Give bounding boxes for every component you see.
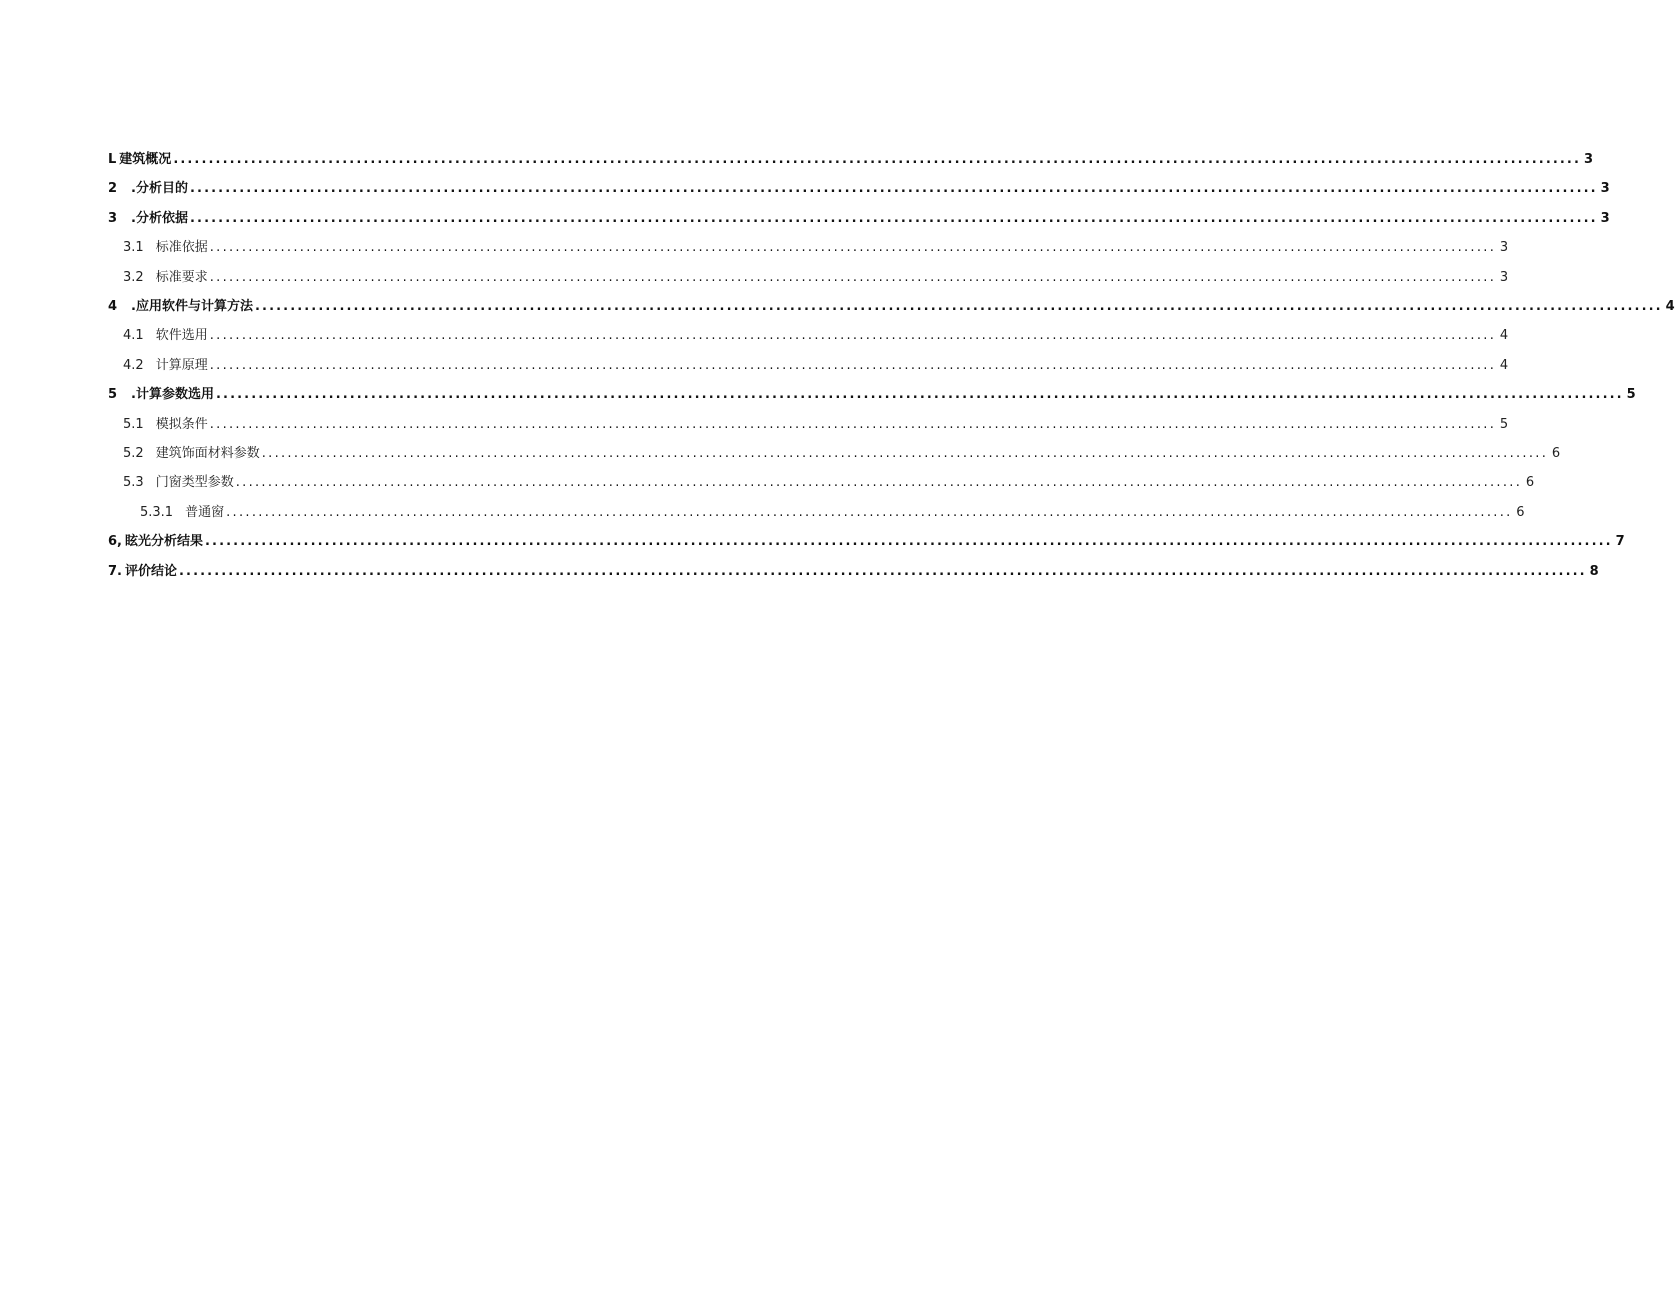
toc-entry[interactable] bbox=[0, 500, 1525, 520]
toc-dot-leader: ........................................................................................................................................................................................................ bbox=[173, 152, 1582, 167]
toc-entry-number: 5.2 bbox=[123, 446, 144, 461]
toc-entry-page-number: 3 bbox=[1583, 152, 1594, 167]
toc-entry[interactable] bbox=[0, 176, 1610, 196]
toc-entry-number: 2 bbox=[108, 181, 118, 196]
toc-entry-page-number: 7 bbox=[1615, 534, 1625, 549]
toc-dot-leader: ........................................................................................................................................................................................................ bbox=[205, 534, 1613, 549]
toc-dot-leader: ........................................................................................................................................................................................................ bbox=[209, 417, 1497, 432]
toc-entry-title: 评价结论 bbox=[124, 564, 177, 579]
toc-entry-number: 4.1 bbox=[123, 328, 144, 343]
toc-entry[interactable] bbox=[0, 265, 1509, 285]
toc-entry-number: 7. bbox=[108, 564, 122, 579]
toc-entry-title: .应用软件与计算方法 bbox=[131, 299, 253, 314]
toc-dot-leader: ........................................................................................................................................................................................................ bbox=[190, 211, 1598, 226]
toc-entry[interactable] bbox=[0, 206, 1610, 226]
toc-entry-title: .分析目的 bbox=[131, 181, 188, 196]
toc-entry-number: 3.2 bbox=[123, 270, 144, 285]
toc-entry-page-number: 8 bbox=[1589, 564, 1599, 579]
toc-entry[interactable] bbox=[0, 441, 1561, 461]
toc-dot-leader: ........................................................................................................................................................................................................ bbox=[235, 475, 1523, 490]
toc-dot-leader: ........................................................................................................................................................................................................ bbox=[209, 328, 1497, 343]
toc-dot-leader: ........................................................................................................................................................................................................ bbox=[226, 505, 1513, 520]
toc-dot-leader: ........................................................................................................................................................................................................ bbox=[255, 299, 1663, 314]
toc-entry-title: 标准要求 bbox=[155, 270, 208, 285]
toc-entry-number: 4.2 bbox=[123, 358, 144, 373]
toc-entry-page-number: 4 bbox=[1665, 299, 1675, 314]
toc-entry-page-number: 4 bbox=[1499, 358, 1509, 373]
toc-entry-page-number: 6 bbox=[1525, 475, 1535, 490]
toc-dot-leader: ........................................................................................................................................................................................................ bbox=[209, 240, 1497, 255]
toc-entry-title: 计算原理 bbox=[155, 358, 208, 373]
toc-entry[interactable] bbox=[0, 412, 1509, 432]
toc-entry-page-number: 3 bbox=[1499, 270, 1509, 285]
toc-entry-page-number: 6 bbox=[1551, 446, 1561, 461]
toc-entry[interactable] bbox=[0, 147, 1594, 167]
toc-entry-page-number: 5 bbox=[1626, 387, 1636, 402]
toc-entry-page-number: 3 bbox=[1600, 211, 1610, 226]
toc-entry[interactable] bbox=[0, 235, 1509, 255]
toc-entry-page-number: 5 bbox=[1499, 417, 1509, 432]
toc-entry-number: L bbox=[108, 152, 117, 167]
toc-entry-number: 3.1 bbox=[123, 240, 144, 255]
toc-dot-leader: ........................................................................................................................................................................................................ bbox=[179, 564, 1587, 579]
toc-entry[interactable] bbox=[0, 470, 1535, 490]
toc-entry[interactable] bbox=[0, 294, 1675, 314]
toc-entry-title: 建筑概况 bbox=[119, 152, 172, 167]
toc-dot-leader: ........................................................................................................................................................................................................ bbox=[209, 358, 1497, 373]
toc-entry[interactable] bbox=[0, 529, 1625, 549]
toc-entry-title: 模拟条件 bbox=[155, 417, 208, 432]
toc-entry-page-number: 6 bbox=[1516, 505, 1525, 520]
toc-entry-title: .分析依据 bbox=[131, 211, 188, 226]
toc-entry-title: .计算参数选用 bbox=[131, 387, 214, 402]
toc-dot-leader: ........................................................................................................................................................................................................ bbox=[261, 446, 1549, 461]
toc-entry-number: 5.3 bbox=[123, 475, 144, 490]
toc-dot-leader: ........................................................................................................................................................................................................ bbox=[190, 181, 1598, 196]
toc-entry-number: 5.1 bbox=[123, 417, 144, 432]
toc-entry-number: 4 bbox=[108, 299, 118, 314]
toc-entry-title: 普通窗 bbox=[185, 505, 225, 520]
toc-entry-page-number: 4 bbox=[1499, 328, 1509, 343]
toc-entry[interactable] bbox=[0, 323, 1509, 343]
toc-entry-title: 门窗类型参数 bbox=[155, 475, 234, 490]
toc-entry-title: 软件选用 bbox=[155, 328, 208, 343]
toc-entry-number: 5.3.1 bbox=[140, 505, 174, 520]
toc-dot-leader: ........................................................................................................................................................................................................ bbox=[209, 270, 1497, 285]
toc-entry-title: 眩光分析结果 bbox=[124, 534, 203, 549]
toc-entry-number: 6, bbox=[108, 534, 122, 549]
toc-entry[interactable] bbox=[0, 353, 1509, 373]
toc-entry-number: 3 bbox=[108, 211, 118, 226]
toc-entry[interactable] bbox=[0, 382, 1636, 402]
toc-entry-number: 5 bbox=[108, 387, 118, 402]
toc-entry-title: 标准依据 bbox=[155, 240, 208, 255]
toc-dot-leader: ........................................................................................................................................................................................................ bbox=[216, 387, 1624, 402]
toc-entry-title: 建筑饰面材料参数 bbox=[155, 446, 260, 461]
toc-entry[interactable] bbox=[0, 559, 1599, 579]
toc-entry-page-number: 3 bbox=[1600, 181, 1610, 196]
toc-entry-page-number: 3 bbox=[1499, 240, 1509, 255]
